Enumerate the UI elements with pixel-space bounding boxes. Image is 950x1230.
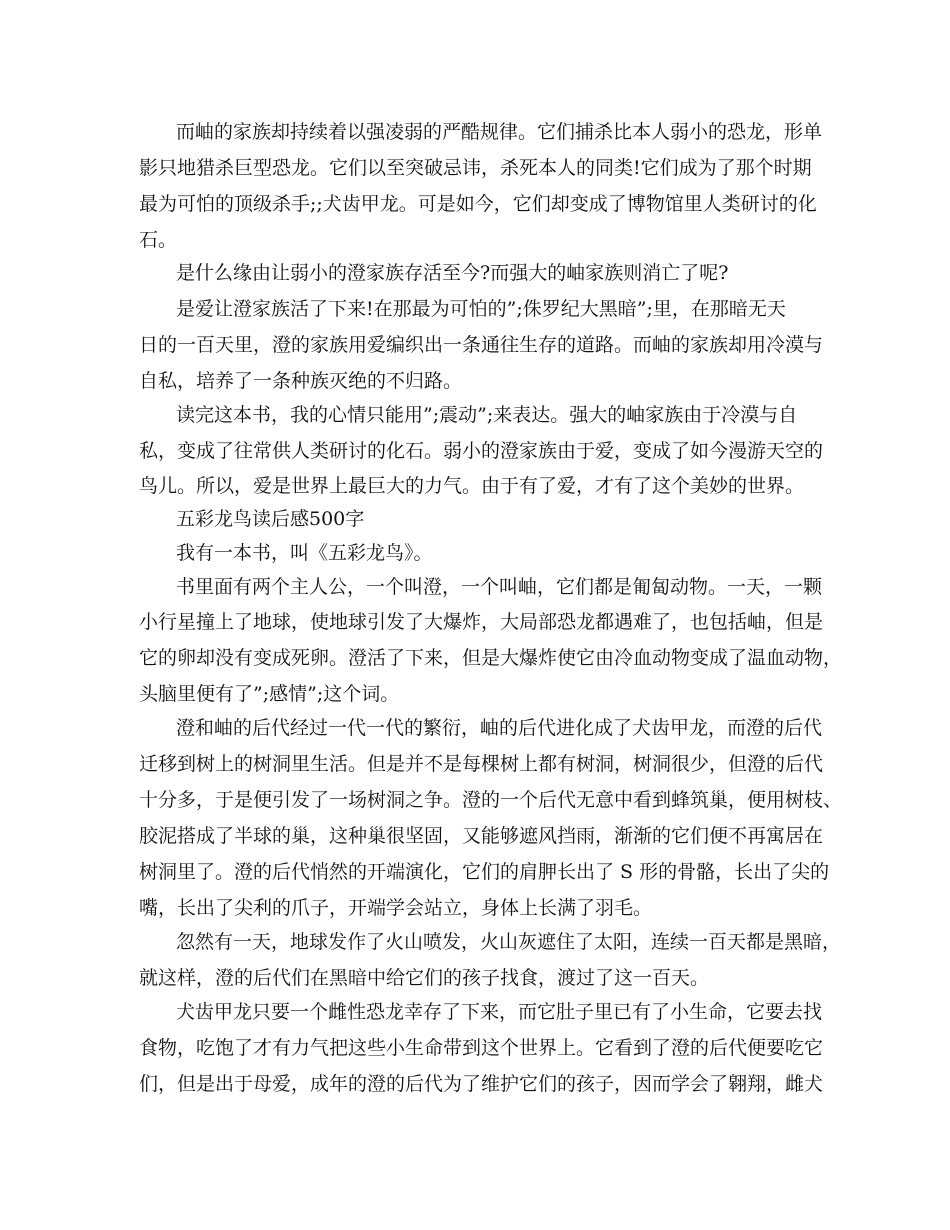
text-line: 十分多，于是便引发了一场树洞之争。澄的一个后代无意中看到蜂筑巢，便用树枝、: [139, 789, 843, 811]
text-line: 日的一百天里，澄的家族用爱编织出一条通往生存的道路。而岫的家族却用冷漠与: [139, 334, 824, 356]
text-line: 而岫的家族却持续着以强凌弱的严酷规律。它们捕杀比本人弱小的恐龙，形单: [176, 121, 823, 143]
text-line: 忽然有一天，地球发作了火山喷发，火山灰遮住了太阳，连续一百天都是黑暗，: [176, 931, 842, 953]
text-line: 树洞里了。澄的后代悄然的开端演化，它们的肩胛长出了 S 形的骨骼，长出了尖的: [139, 861, 830, 883]
text-line: 犬齿甲龙只要一个雌性恐龙幸存了下来，而它肚子里已有了小生命，它要去找: [176, 1001, 823, 1023]
text-line: 影只地猎杀巨型恐龙。它们以至突破忌讳，杀死本人的同类!它们成为了那个时期: [139, 157, 812, 179]
text-line: 小行星撞上了地球，使地球引发了大爆炸，大局部恐龙都遇难了，也包括岫，但是: [139, 611, 824, 633]
text-line: 是什么缘由让弱小的澄家族存活至今?而强大的岫家族则消亡了呢?: [176, 262, 729, 284]
text-line: 自私，培养了一条种族灭绝的不归路。: [139, 370, 463, 392]
text-line: 书里面有两个主人公，一个叫澄，一个叫岫，它们都是匍匐动物。一天，一颗: [176, 576, 823, 598]
text-line: 它的卵却没有变成死卵。澄活了下来，但是大爆炸使它由冷血动物变成了温血动物，: [139, 647, 843, 669]
text-line: 们，但是出于母爱，成年的澄的后代为了维护它们的孩子，因而学会了翱翔，雌犬: [139, 1073, 824, 1095]
section-heading: 五彩龙鸟读后感500字: [176, 508, 365, 530]
text-line: 就这样，澄的后代们在黑暗中给它们的孩子找食，渡过了这一百天。: [139, 967, 710, 989]
text-line: 石。: [139, 229, 178, 251]
text-line: 头脑里便有了”;感情”;这个词。: [139, 683, 400, 705]
text-line: 私，变成了往常供人类研讨的化石。弱小的澄家族由于爱，变成了如今漫游天空的: [139, 440, 824, 462]
text-line: 读完这本书，我的心情只能用”;震动”;来表达。强大的岫家族由于冷漠与自: [176, 404, 798, 426]
text-line: 迁移到树上的树洞里生活。但是并不是每棵树上都有树洞，树洞很少，但澄的后代: [139, 753, 824, 775]
text-line: 澄和岫的后代经过一代一代的繁衍，岫的后代进化成了犬齿甲龙，而澄的后代: [176, 717, 823, 739]
text-line: 最为可怕的顶级杀手;;犬齿甲龙。可是如今，它们却变成了博物馆里人类研讨的化: [139, 193, 817, 215]
text-line: 是爱让澄家族活了下来!在那最为可怕的”;侏罗纪大黑暗”;里，在那暗无天: [176, 298, 786, 320]
text-line: 嘴，长出了尖利的爪子，开端学会站立，身体上长满了羽毛。: [139, 897, 653, 919]
text-line: 鸟儿。所以，爱是世界上最巨大的力气。由于有了爱，才有了这个美妙的世界。: [139, 475, 805, 497]
text-line: 食物，吃饱了才有力气把这些小生命带到这个世界上。它看到了澄的后代便要吃它: [139, 1037, 824, 1059]
text-line: 胶泥搭成了半球的巢，这种巢很坚固，又能够遮风挡雨，渐渐的它们便不再寓居在: [139, 825, 824, 847]
text-line: 我有一本书，叫《五彩龙鸟》。: [176, 542, 433, 564]
